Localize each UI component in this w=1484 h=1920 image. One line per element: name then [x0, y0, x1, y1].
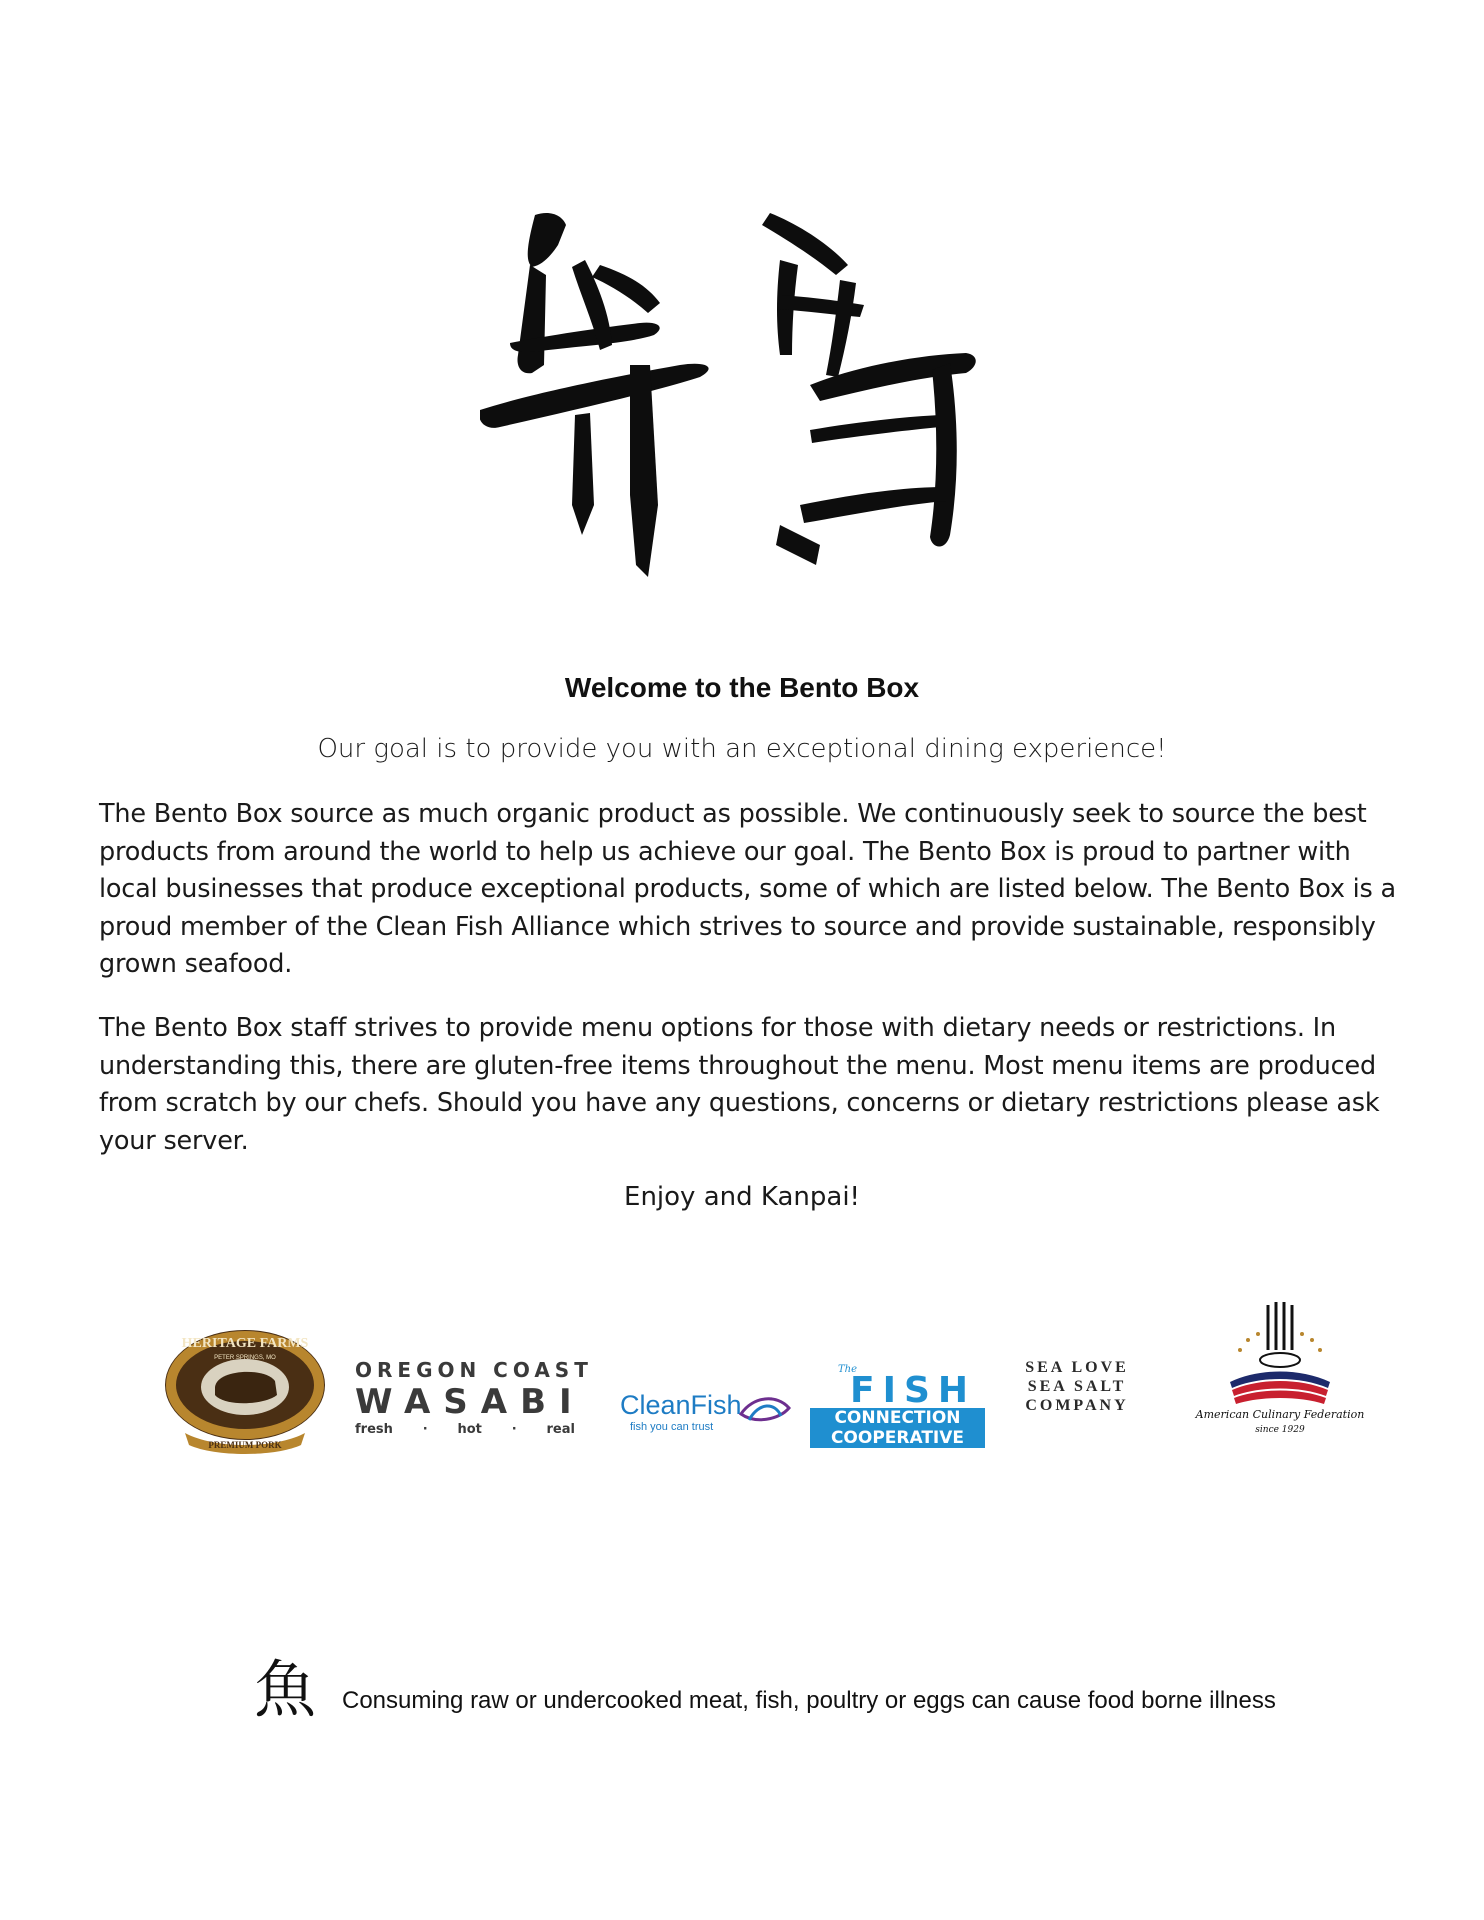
- fishcoop-fish: FISH: [850, 1370, 977, 1411]
- raw-food-warning: Consuming raw or undercooked meat, fish, poultry or eggs can cause food borne illness: [342, 1687, 1276, 1714]
- wasabi-tag-hot: hot: [457, 1422, 482, 1437]
- welcome-heading: Welcome to the Bento Box: [564, 672, 920, 703]
- sealove-line3: COMPANY: [1025, 1397, 1129, 1414]
- fishcoop-line1: CONNECTION: [834, 1408, 961, 1428]
- sealove-line2: SEA SALT: [1027, 1378, 1127, 1395]
- bento-calligraphy-logo: [480, 205, 1020, 585]
- closing-line: Enjoy and Kanpai!: [624, 1182, 860, 1212]
- wasabi-tag-real: real: [546, 1422, 575, 1437]
- wasabi-tag-fresh: fresh: [355, 1422, 393, 1437]
- acf-since: since 1929: [1255, 1425, 1305, 1435]
- goal-statement: Our goal is to provide you with an exceptional dining experience!: [317, 734, 1167, 764]
- cleanfish-tagline: fish you can trust: [630, 1421, 714, 1433]
- acf-name: American Culinary Federation: [1195, 1408, 1365, 1421]
- heritage-name: HERITAGE FARMS: [181, 1336, 309, 1351]
- american-culinary-federation-logo: [1190, 1300, 1370, 1460]
- oregon-coast-wasabi-logo: OREGON COAST WASABI fresh · hot · real: [355, 1358, 595, 1437]
- cleanfish-fish-icon: [735, 1390, 795, 1430]
- partner-logos: [150, 1300, 1400, 1480]
- dietary-paragraph: The Bento Box staff strives to provide menu options for those with dietary needs or restrictions. In understanding this, there are gluten-free items throughout the menu. Most menu items are produced from scratch by our chefs. Should you have any questions, concerns or dietary restrictions please ask your server.: [99, 1013, 1380, 1156]
- heritage-place: PETER SPRINGS, MO: [214, 1355, 276, 1361]
- fish-kanji-icon: 魚: [254, 1653, 317, 1726]
- heritage-sub: PREMIUM PORK: [208, 1440, 282, 1450]
- fish-connection-cooperative-logo: [810, 1364, 985, 1458]
- wasabi-line1: OREGON COAST: [355, 1358, 593, 1382]
- heritage-farms-logo: [155, 1325, 335, 1455]
- fishcoop-the: The: [838, 1364, 858, 1375]
- cleanfish-logo: [620, 1390, 800, 1450]
- sealove-line1: SEA LOVE: [1025, 1359, 1129, 1376]
- fishcoop-line2: COOPERATIVE: [830, 1428, 965, 1448]
- wasabi-line2: WASABI: [355, 1382, 585, 1422]
- food-safety-footer: [254, 1655, 1354, 1735]
- cleanfish-name: CleanFish: [620, 1390, 742, 1420]
- sourcing-paragraph: The Bento Box source as much organic product as possible. We continuously seek to source the best products from around the world to help us achieve our goal. The Bento Box is proud to partner with local businesses that produce exceptional products, some of which are listed below. The Bento Box is a proud member of the Clean Fish Alliance which strives to source and provide sustainable, responsibly grown seafood.: [99, 799, 1396, 979]
- sea-love-sea-salt-logo: [1012, 1358, 1142, 1415]
